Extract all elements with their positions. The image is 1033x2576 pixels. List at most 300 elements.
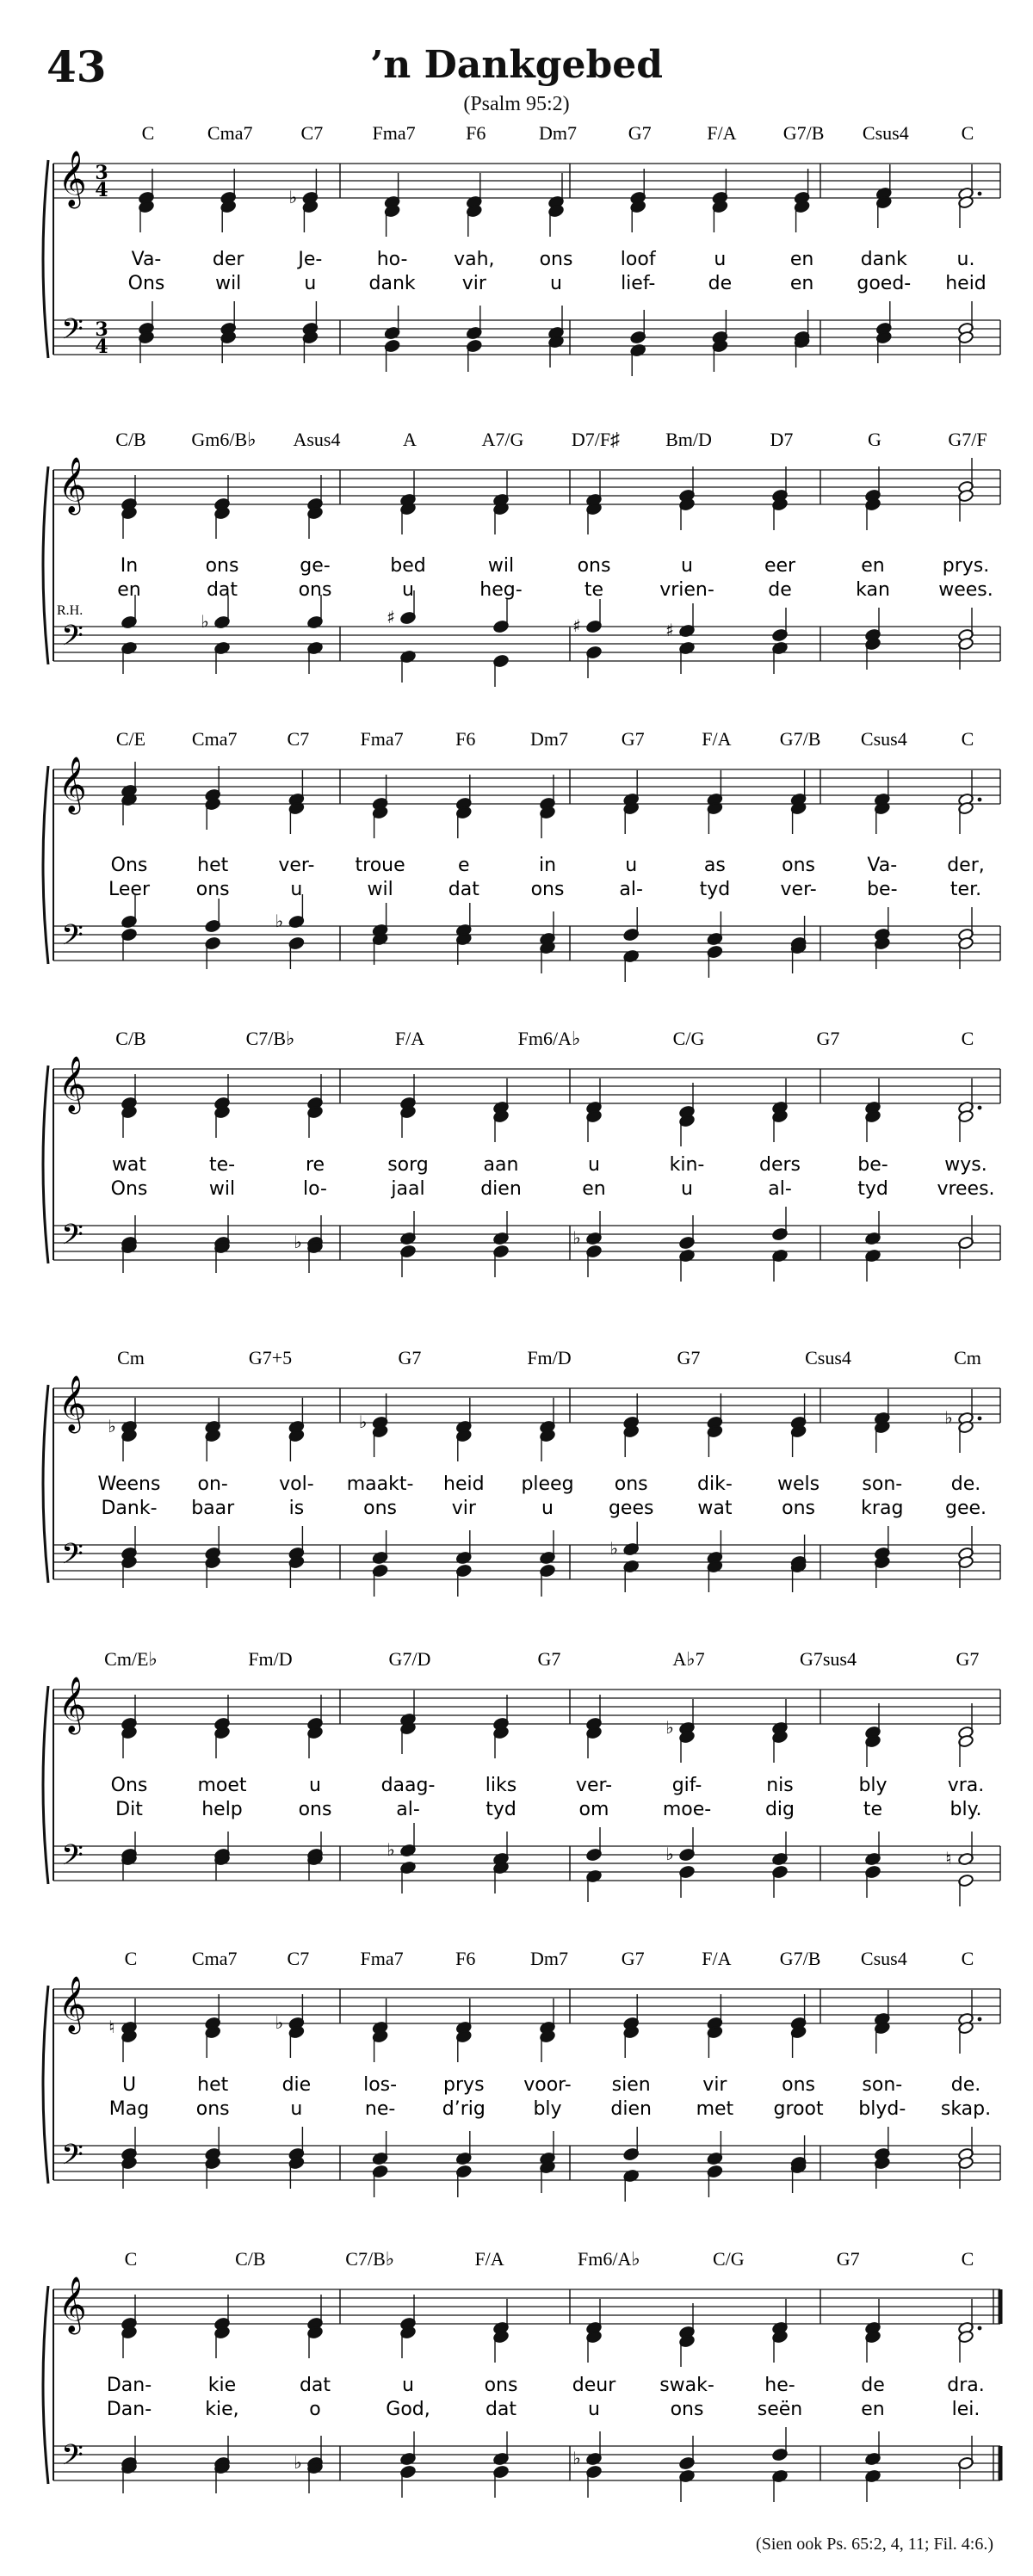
lyric-verse1: ons [577,555,611,577]
system-2 [43,429,1000,687]
lyric-verse2: Ons [110,1178,148,1200]
lyric-verse1: u. [956,249,975,270]
chord-symbol: F/A [474,2248,504,2270]
lyric-verse1: wels [777,1473,820,1495]
lyric-verse1: Je- [298,249,323,270]
system-3 [43,728,1000,982]
treble-clef: 𝄞 [58,1056,87,1112]
system-7 [43,1948,1000,2202]
lyric-verse2: wil [215,273,242,294]
lyric-verse2: wil [367,879,393,900]
bass-accidental: ♭ [572,1227,581,1248]
lyric-verse1: Weens [97,1473,161,1495]
lyric-verse1: ons [614,1473,648,1495]
system-bracket [43,1066,48,1263]
lyric-verse1: dat [299,2375,331,2396]
chord-symbol: C [124,1948,138,1969]
chord-symbol: Csus4 [862,122,909,144]
lyric-verse1: in [538,855,557,876]
lyric-verse1: eer [764,555,796,577]
lyric-verse1: moet [197,1775,247,1796]
lyric-verse1: nis [766,1775,794,1796]
lyric-verse1: Ons [110,855,148,876]
lyric-verse1: deur [572,2375,616,2396]
lyric-verse1: prys. [942,555,990,577]
lyric-verse2: heg- [479,579,523,601]
lyric-verse1: u [681,555,693,577]
lyric-verse1: u [714,249,727,270]
chord-symbol: C [961,728,974,750]
lyric-verse1: sien [611,2074,651,2096]
chord-symbol: F/A [702,1948,732,1969]
bass-clef: 𝄢 [61,919,84,959]
chord-symbol: Dm7 [530,728,568,750]
lyric-verse2: dat [448,879,479,900]
lyric-verse2: en [582,1178,606,1200]
chord-symbol: Cm [117,1347,145,1368]
treble-clef: 𝄞 [58,1375,87,1431]
chord-symbol: Csus4 [860,1948,907,1969]
chord-symbol: G7 [816,1028,840,1049]
chord-symbol: C/G [672,1028,705,1049]
bass-accidental: ♮ [945,1848,952,1869]
bass-accidental: ♭ [294,2452,302,2473]
lyric-verse1: son- [862,2074,903,2096]
bass-clef: 𝄢 [61,1538,84,1578]
lyric-verse2: dig [764,1799,795,1820]
lyric-verse2: ons [670,2399,704,2420]
lyric-verse2: seën [757,2399,803,2420]
chord-symbol: G7 [621,1948,645,1969]
scripture-footnote: (Sien ook Ps. 65:2, 4, 11; Fil. 4:6.) [756,2535,993,2554]
chord-symbol: A♭7 [672,1648,705,1670]
chord-symbol: Csus4 [805,1347,851,1368]
lyric-verse2: al- [396,1799,420,1820]
lyric-verse2: krag [861,1498,904,1519]
lyric-verse1: ge- [300,555,331,577]
lyric-verse1: he- [764,2375,795,2396]
bass-accidental: ♯ [572,615,581,636]
treble-clef: 𝄞 [58,757,87,812]
lyric-verse1: Va- [131,249,162,270]
bass-clef: 𝄢 [61,2139,84,2178]
system-5 [43,1347,1000,1597]
chord-symbol: C/B [235,2248,266,2270]
lyric-verse1: der [212,249,244,270]
lyric-verse2: bly [533,2098,562,2120]
chord-symbol: Asus4 [293,429,341,450]
bass-accidental: ♯ [665,620,674,640]
system-bracket [43,1986,48,2184]
lyric-verse2: u [402,579,414,601]
lyric-verse2: Ons [127,273,165,294]
lyric-verse2: moe- [662,1799,712,1820]
lyric-verse1: troue [355,855,405,876]
lyric-verse1: kin- [669,1154,705,1176]
lyric-verse2: al- [768,1178,792,1200]
chord-symbol: C/G [712,2248,745,2270]
lyric-verse2: Mag [108,2098,150,2120]
lyric-verse2: jaal [391,1178,425,1200]
chord-symbol: C7 [287,1948,310,1969]
lyric-verse1: pleeg [521,1473,574,1495]
chord-symbol: G7/F [948,429,987,450]
lyric-verse2: tyd [486,1799,516,1820]
lyric-verse2: wat [697,1498,733,1519]
chord-symbol: Fm6/A♭ [517,1028,581,1049]
treble-accidental: ♭ [288,187,298,207]
lyric-verse1: ons [484,2375,518,2396]
lyric-verse2: vir [461,273,486,294]
lyric-verse1: gif- [671,1775,702,1796]
lyric-verse2: ons [782,1498,816,1519]
chord-symbol: C/B [115,1028,146,1049]
lyric-verse2: ons [298,1799,332,1820]
system-6 [43,1648,1000,1906]
lyric-verse2: tyd [857,1178,888,1200]
chord-symbol: C7/B♭ [345,2248,395,2270]
lyric-verse1: ons [205,555,239,577]
bass-clef: 𝄢 [61,313,84,353]
lyric-verse2: groot [773,2098,824,2120]
lyric-verse2: ons [298,579,332,601]
bass-clef: 𝄢 [61,620,84,659]
lyric-verse2: en [117,579,141,601]
lyric-verse1: voor- [523,2074,572,2096]
system-bracket [43,766,48,964]
system-bracket [43,2286,48,2484]
lyric-verse1: vah, [454,249,495,270]
lyric-verse2: en [789,273,814,294]
hymn-subtitle: (Psalm 95:2) [463,93,570,115]
lyric-verse2: tyd [699,879,731,900]
chord-symbol: G [868,429,881,450]
chord-symbol: C7/B♭ [245,1028,295,1049]
lyric-verse1: dank [860,249,907,270]
lyric-verse2: vrees. [937,1178,995,1200]
lyric-verse1: de. [950,1473,981,1495]
chord-symbol: C [961,122,974,144]
lyric-verse2: skap. [940,2098,992,2120]
chord-symbol: Gm6/B♭ [191,429,257,450]
lyric-verse1: ver- [575,1775,613,1796]
chord-symbol: C [961,1948,974,1969]
lyric-verse1: vir [702,2074,727,2096]
treble-accidental: ♭ [665,1717,674,1738]
lyric-verse2: help [201,1799,243,1820]
lyric-verse1: vol- [279,1473,314,1495]
hymn-number: 43 [46,41,107,92]
chord-symbol: Cma7 [191,1948,238,1969]
lyric-verse2: de [768,579,792,601]
lyric-verse2: dien [610,2098,652,2120]
lyric-verse1: ver- [278,855,315,876]
chord-symbol: Csus4 [860,728,907,750]
lyric-verse1: het [197,2074,229,2096]
lyric-verse1: prys [443,2074,485,2096]
chord-symbol: C7 [300,122,324,144]
treble-accidental: ♭ [108,1416,116,1436]
chord-symbol: Cma7 [191,728,238,750]
bass-accidental: ♭ [572,2448,581,2468]
lyric-verse1: aan [483,1154,519,1176]
chord-symbol: F6 [466,122,486,144]
lyric-verse2: Leer [108,879,150,900]
lyric-verse2: ver- [780,879,817,900]
lyric-verse1: liks [485,1775,517,1796]
lyric-verse1: u [588,1154,600,1176]
chord-symbol: G7 [836,2248,860,2270]
lyric-verse1: bed [390,555,426,577]
chord-symbol: Fm6/A♭ [578,2248,640,2270]
chord-symbol: C [141,122,155,144]
treble-accidental: ♮ [108,2017,115,2037]
lyric-verse2: dat [206,579,238,601]
lyric-verse2: en [861,2399,885,2420]
lyric-verse2: met [696,2098,734,2120]
lyric-verse1: Va- [867,855,898,876]
chord-symbol: D7 [770,429,794,450]
lyric-verse2: u [541,1498,554,1519]
lyric-verse2: lo- [303,1178,327,1200]
chord-symbol: D7/F♯ [571,429,621,450]
lyric-verse2: om [578,1799,609,1820]
lyric-verse2: vir [451,1498,476,1519]
chord-symbol: G7/D [388,1648,431,1670]
chord-symbol: G7+5 [248,1347,293,1368]
lyric-verse2: u [550,273,562,294]
lyric-verse2: u [290,879,303,900]
lyric-verse1: wat [111,1154,147,1176]
chord-symbol: G7/B [779,1948,821,1969]
lyric-verse2: heid [945,273,987,294]
chord-symbol: A7/G [481,429,524,450]
chord-symbol: G7 [956,1648,980,1670]
lyric-verse2: te [863,1799,883,1820]
chord-symbol: Fm/D [248,1648,293,1670]
lyric-verse2: blyd- [858,2098,906,2120]
lyric-verse2: ons [195,879,230,900]
lyric-verse1: daag- [380,1775,436,1796]
hymn-title: ’n Dankgebed [369,43,664,87]
lyric-verse1: e [458,855,470,876]
lyric-verse2: ons [363,1498,398,1519]
bass-accidental: ♭ [609,1538,618,1559]
lyric-verse2: ne- [364,2098,396,2120]
bass-accidental: ♭ [294,1232,302,1252]
chord-symbol: F/A [702,728,732,750]
lyric-verse2: be- [867,879,898,900]
chord-symbol: Cm [954,1347,981,1368]
dot [978,1417,982,1421]
lyric-verse1: en [861,555,885,577]
lyric-verse1: bly [858,1775,888,1796]
bass-accidental: ♭ [665,1844,674,1864]
time-signature-bottom: 4 [95,336,108,358]
lyric-verse2: u [588,2399,600,2420]
lyric-verse1: re [305,1154,325,1176]
lyric-verse1: Dan- [106,2375,152,2396]
lyric-verse2: o [309,2399,321,2420]
lyric-verse1: te- [208,1154,236,1176]
treble-clef: 𝄞 [58,151,87,207]
lyric-verse1: on- [197,1473,228,1495]
lyric-verse2: Dit [115,1799,143,1820]
chord-symbol: G7sus4 [799,1648,857,1670]
lyric-verse2: Dan- [106,2399,152,2420]
treble-clef: 𝄞 [58,2276,87,2332]
lyric-verse2: vrien- [659,579,714,601]
treble-accidental: ♭ [944,1407,953,1428]
lyric-verse2: ons [530,879,565,900]
system-8 [43,2248,1000,2502]
chord-symbol: C [961,2248,974,2270]
chord-symbol: C [124,2248,138,2270]
lyric-verse1: u [402,2375,414,2396]
chord-symbol: G7 [677,1347,701,1368]
lyric-verse2: te [584,579,604,601]
lyric-verse1: Ons [110,1775,148,1796]
chord-symbol: F/A [394,1028,425,1049]
lyric-verse1: u [309,1775,321,1796]
bass-clef: 𝄢 [61,1219,84,1258]
chord-symbol: C7 [287,728,310,750]
chord-symbol: G7 [398,1347,422,1368]
chord-symbol: Cma7 [207,122,253,144]
time-signature-top: 3 [95,318,108,341]
chord-symbol: G7 [537,1648,561,1670]
chord-symbol: C/B [115,429,146,450]
bass-accidental: ♭ [201,611,209,632]
bass-accidental: ♭ [275,911,284,931]
chord-symbol: Cm/E♭ [104,1648,158,1670]
chord-symbol: Dm7 [530,1948,568,1969]
lyric-verse1: het [197,855,229,876]
lyric-verse1: ho- [376,249,408,270]
chord-symbol: G7 [621,728,645,750]
lyric-verse1: vra. [947,1775,985,1796]
chord-symbol: G7 [628,122,652,144]
chord-symbol: Fma7 [360,1948,404,1969]
lyric-verse1: heid [443,1473,485,1495]
lyric-verse2: God, [386,2399,430,2420]
bass-accidental: ♭ [387,1839,395,1860]
treble-clef: 𝄞 [58,1976,87,2032]
chord-symbol: F/A [707,122,737,144]
lyric-verse2: Dank- [101,1498,158,1519]
system-bracket [43,1686,48,1884]
chord-symbol: Fma7 [360,728,404,750]
chord-symbol: F6 [455,1948,476,1969]
lyric-verse1: ders [758,1154,801,1176]
lyric-verse1: dik- [697,1473,733,1495]
lyric-verse2: baar [191,1498,235,1519]
lyric-verse2: gee. [944,1498,987,1519]
lyric-verse2: wil [208,1178,236,1200]
lyric-verse1: loof [620,249,656,270]
time-signature-top: 3 [95,162,108,184]
dot [978,2017,982,2022]
lyric-verse2: ons [195,2098,230,2120]
lyric-verse2: lief- [621,273,656,294]
lyric-verse1: In [120,555,139,577]
system-bracket [43,160,48,358]
lyric-verse2: bly. [949,1799,982,1820]
lyric-verse2: u [681,1178,693,1200]
treble-accidental: ♭ [358,1412,368,1432]
chord-symbol: Fm/D [527,1347,572,1368]
lyric-verse2: u [290,2098,303,2120]
chord-symbol: G7/B [779,728,821,750]
lyric-verse1: en [789,249,814,270]
rh-marking: R.H. [57,603,84,618]
lyric-verse2: wees. [938,579,993,601]
chord-symbol: F6 [455,728,476,750]
lyric-verse1: wil [487,555,515,577]
time-signature-bottom: 4 [95,179,108,201]
lyric-verse1: u [625,855,638,876]
lyric-verse1: die [281,2074,312,2096]
lyric-verse1: as [703,855,726,876]
lyric-verse1: dra. [947,2375,985,2396]
lyric-verse2: gees [608,1498,654,1519]
dot [978,2326,982,2331]
lyric-verse1: de. [950,2074,981,2096]
system-4 [43,1028,1000,1282]
lyric-verse1: be- [857,1154,888,1176]
dot [978,1106,982,1110]
lyric-verse1: kie [207,2375,237,2396]
lyric-verse2: kie, [205,2399,239,2420]
lyric-verse1: son- [862,1473,903,1495]
chord-symbol: Dm7 [539,122,577,144]
lyric-verse1: maakt- [346,1473,414,1495]
treble-clef: 𝄞 [58,457,87,513]
lyric-verse2: dat [485,2399,517,2420]
lyric-verse1: sorg [387,1154,429,1176]
dot [978,798,982,802]
lyric-verse2: dien [480,1178,522,1200]
dot [978,192,982,196]
lyric-verse2: ter. [949,879,982,900]
chord-symbol: G7/B [782,122,825,144]
lyric-verse1: de [861,2375,885,2396]
system-1 [43,122,1000,376]
bass-clef: 𝄢 [61,1839,84,1879]
lyric-verse1: los- [363,2074,398,2096]
lyric-verse2: kan [856,579,890,601]
lyric-verse1: swak- [659,2375,714,2396]
lyric-verse2: goed- [857,273,912,294]
lyric-verse1: U [121,2074,137,2096]
lyric-verse2: dank [368,273,416,294]
bass-accidental: ♯ [387,607,395,627]
lyric-verse1: wys. [944,1154,987,1176]
chord-symbol: Fma7 [372,122,416,144]
system-bracket [43,466,48,664]
lyric-verse1: ons [782,855,816,876]
chord-symbol: A [403,429,417,450]
system-bracket [43,1385,48,1583]
lyric-verse2: u [304,273,317,294]
lyric-verse2: lei. [951,2399,980,2420]
lyric-verse1: ons [539,249,573,270]
lyric-verse1: ons [782,2074,816,2096]
chord-symbol: Bm/D [665,429,712,450]
lyric-verse2: al- [619,879,643,900]
bass-clef: 𝄢 [61,2439,84,2479]
lyric-verse2: is [288,1498,305,1519]
